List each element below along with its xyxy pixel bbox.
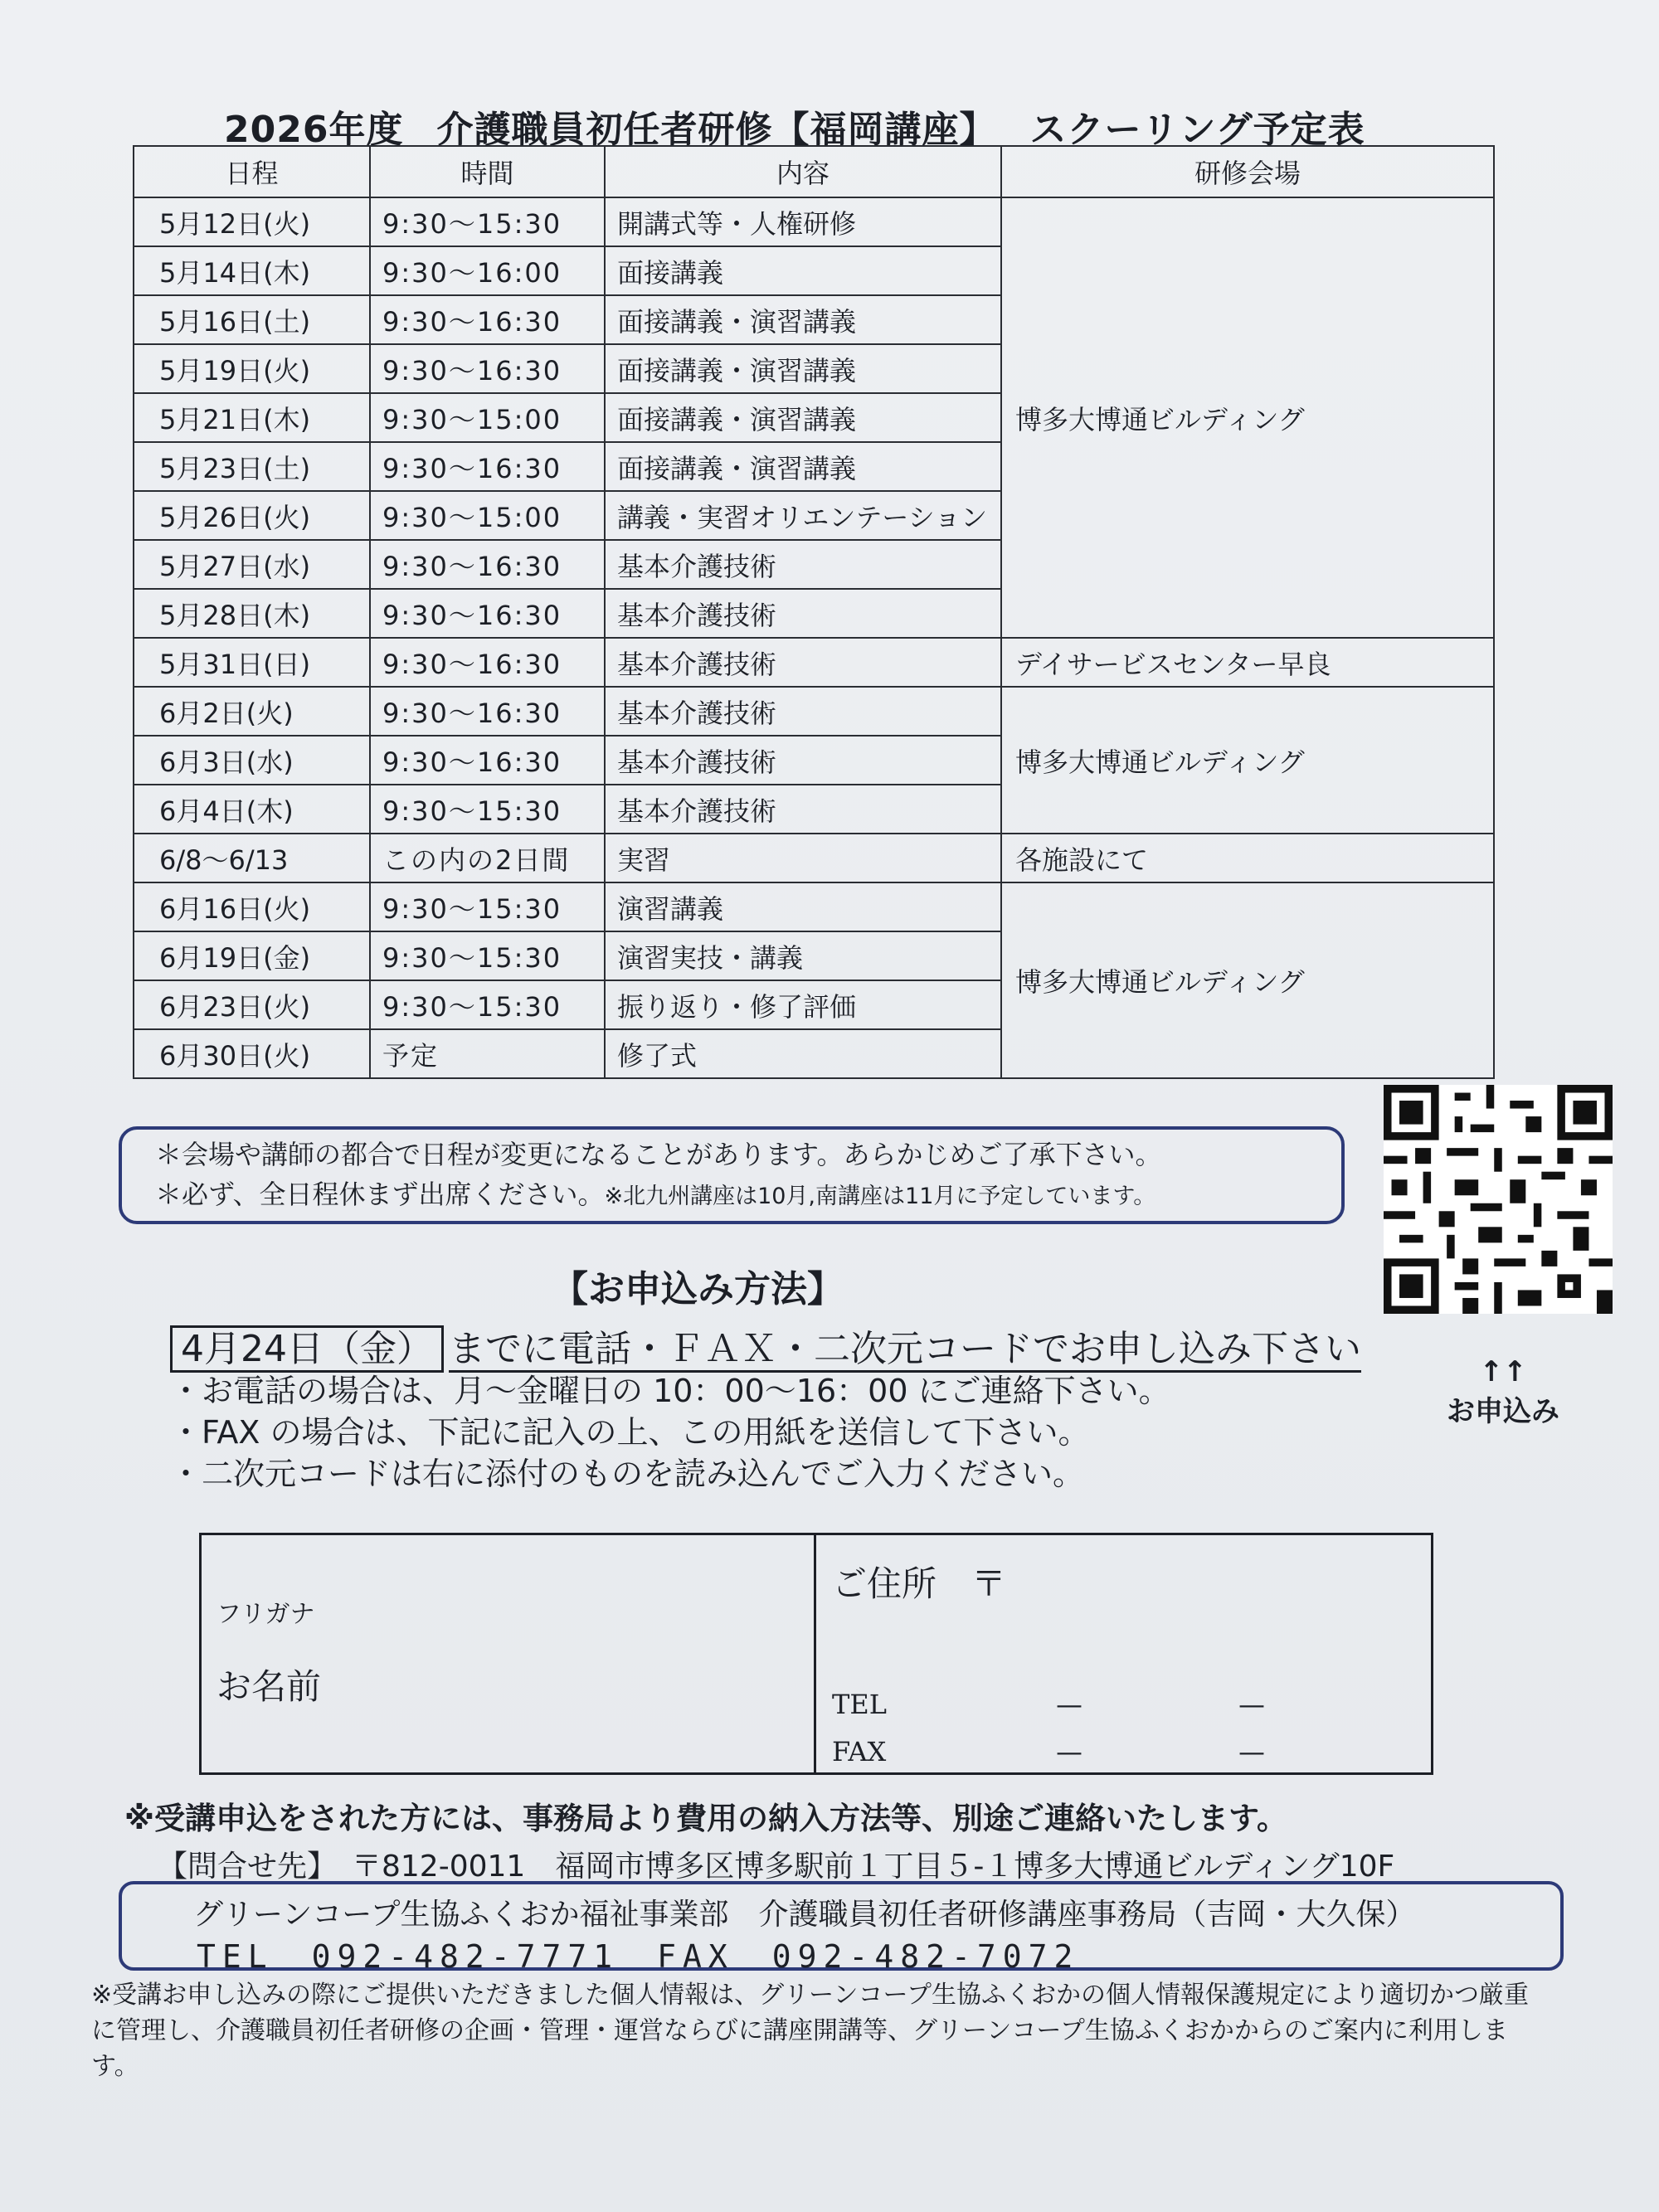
privacy-notice: ※受講お申し込みの際にご提供いただきました個人情報は、グリーンコープ生協ふくおかの個人情報保護規定により適切かつ厳重に管理し、介護職員初任者研修の企画・管理・運営ならびに講座開講等、グリーンコープ生協ふくおかからのご案内に利用します。: [91, 1981, 1530, 2081]
row-content: 開講式等・人権研修: [605, 197, 1001, 246]
header-venue: 研修会場: [1001, 146, 1494, 197]
table-row: [134, 638, 1494, 687]
row-time: 予定: [370, 1029, 605, 1078]
tel-dash: —: [1238, 1689, 1265, 1720]
tel-field[interactable]: TEL: [832, 1689, 887, 1720]
deadline-text: までに電話・ＦＡＸ・二次元コードでお申し込み下さい: [449, 1328, 1361, 1373]
qr-caption: お申込み: [1447, 1395, 1559, 1428]
row-content: 基本介護技術: [605, 736, 1001, 785]
row-content: 面接講義・演習講義: [605, 393, 1001, 442]
table-row: [134, 197, 1494, 246]
row-time: 9:30～16:00: [370, 246, 605, 295]
row-date: 6月23日(火): [134, 980, 370, 1029]
organization-box: [119, 1881, 1564, 1975]
note-line-2: [155, 1174, 1308, 1217]
row-time: 9:30～16:30: [370, 295, 605, 344]
row-content: 演習講義: [605, 882, 1001, 931]
row-time: 9:30～15:30: [370, 931, 605, 980]
row-date: 6月19日(金): [134, 931, 370, 980]
table-row: [134, 882, 1494, 931]
application-heading: 【お申込み方法】: [552, 1268, 844, 1310]
instruction-qr: ・二次元コードは右に添付のものを読み込んでご入力ください。: [170, 1456, 1085, 1492]
payment-notice: ※受講申込をされた方には、事務局より費用の納入方法等、別途ご連絡いたします。: [124, 1801, 1288, 1836]
row-time: 9:30～15:00: [370, 491, 605, 540]
title-year: 2026年度: [224, 109, 404, 151]
venue-cell: デイサービスセンター早良: [1001, 638, 1494, 687]
schedule-notes: [119, 1126, 1345, 1224]
deadline-line: [170, 1319, 1361, 1372]
title-course: 介護職員初任者研修【福岡講座】: [436, 109, 997, 151]
row-time: 9:30～16:30: [370, 540, 605, 589]
table-row: [134, 834, 1494, 882]
note-line-2-main: ＊必ず、全日程休まず出席ください。: [155, 1179, 605, 1210]
row-content: 実習: [605, 834, 1001, 882]
row-content: 振り返り・修了評価: [605, 980, 1001, 1029]
row-time: 9:30～16:30: [370, 442, 605, 491]
row-content: 基本介護技術: [605, 687, 1001, 736]
row-date: 6月3日(水): [134, 736, 370, 785]
row-content: 演習実技・講義: [605, 931, 1001, 980]
row-content: 基本介護技術: [605, 638, 1001, 687]
header-time: 時間: [370, 146, 605, 197]
row-time: この内の2日間: [370, 834, 605, 882]
row-date: 6月2日(火): [134, 687, 370, 736]
row-date: 5月27日(水): [134, 540, 370, 589]
row-date: 6月4日(木): [134, 785, 370, 834]
deadline-date: 4月24日（金）: [170, 1325, 444, 1373]
fax-field[interactable]: FAX: [832, 1736, 887, 1767]
row-content: 面接講義・演習講義: [605, 344, 1001, 393]
note-line-2-small: ※北九州講座は10月,南講座は11月に予定しています。: [604, 1184, 1156, 1209]
fax-dash: —: [1238, 1736, 1265, 1767]
tel-dash: —: [1056, 1689, 1082, 1720]
note-line-1: ＊会場や講師の都合で日程が変更になることがあります。あらかじめご了承下さい。: [155, 1139, 1162, 1170]
row-time: 9:30～15:30: [370, 197, 605, 246]
application-instructions: [170, 1370, 1170, 1495]
row-date: 5月23日(土): [134, 442, 370, 491]
table-row: [134, 687, 1494, 736]
row-date: 5月16日(土): [134, 295, 370, 344]
form-divider: [814, 1535, 816, 1772]
row-date: 5月14日(木): [134, 246, 370, 295]
application-form: [199, 1533, 1433, 1775]
contact-address: 【問合せ先】 〒812-0011 福岡市博多区博多駅前１丁目５-１博多大博通ビルディング10F: [158, 1850, 1395, 1884]
row-time: 9:30～15:30: [370, 980, 605, 1029]
row-content: 修了式: [605, 1029, 1001, 1078]
title-subtitle: スクーリング予定表: [1029, 109, 1365, 151]
qr-apply-label: [1428, 1352, 1578, 1432]
venue-cell: 各施設にて: [1001, 834, 1494, 882]
up-arrows-icon: ↑↑: [1479, 1355, 1527, 1388]
row-time: 9:30～16:30: [370, 736, 605, 785]
row-date: 5月26日(火): [134, 491, 370, 540]
name-field[interactable]: お名前: [216, 1666, 322, 1707]
row-content: 基本介護技術: [605, 540, 1001, 589]
row-time: 9:30～15:00: [370, 393, 605, 442]
row-date: 5月31日(日): [134, 638, 370, 687]
schedule-table: [133, 145, 1493, 1095]
venue-cell: 博多大博通ビルディング: [1001, 197, 1494, 638]
organization-name: グリーンコープ生協ふくおか福祉事業部 介護職員初任者研修講座事務局（吉岡・大久保）: [193, 1898, 1416, 1932]
row-date: 6/8～6/13: [134, 834, 370, 882]
row-content: 講義・実習オリエンテーション: [605, 491, 1001, 540]
row-time: 9:30～16:30: [370, 687, 605, 736]
address-field[interactable]: ご住所 〒: [832, 1563, 1007, 1604]
row-date: 5月28日(木): [134, 589, 370, 638]
row-content: 面接講義・演習講義: [605, 442, 1001, 491]
venue-cell: 博多大博通ビルディング: [1001, 687, 1494, 834]
row-time: 9:30～16:30: [370, 589, 605, 638]
row-date: 5月19日(火): [134, 344, 370, 393]
row-time: 9:30～16:30: [370, 344, 605, 393]
row-time: 9:30～15:30: [370, 785, 605, 834]
row-time: 9:30～15:30: [370, 882, 605, 931]
table-header-row: [134, 146, 1494, 197]
header-date: 日程: [134, 146, 370, 197]
row-date: 6月16日(火): [134, 882, 370, 931]
row-content: 基本介護技術: [605, 785, 1001, 834]
row-content: 面接講義: [605, 246, 1001, 295]
qr-code-icon[interactable]: [1384, 1085, 1613, 1314]
instruction-phone: ・お電話の場合は、月～金曜日の 10：00～16：00 にご連絡下さい。: [170, 1373, 1170, 1409]
row-time: 9:30～16:30: [370, 638, 605, 687]
header-content: 内容: [605, 146, 1001, 197]
row-content: 面接講義・演習講義: [605, 295, 1001, 344]
phone-fax-numbers: TEL 092-482-7771 FAX 092-482-7072: [197, 1938, 1080, 1975]
row-content: 基本介護技術: [605, 589, 1001, 638]
row-date: 5月12日(火): [134, 197, 370, 246]
row-date: 5月21日(木): [134, 393, 370, 442]
row-date: 6月30日(火): [134, 1029, 370, 1078]
furigana-field[interactable]: フリガナ: [216, 1600, 315, 1629]
fax-dash: —: [1056, 1736, 1082, 1767]
venue-cell: 博多大博通ビルディング: [1001, 882, 1494, 1078]
instruction-fax: ・FAX の場合は、下記に記入の上、この用紙を送信して下さい。: [170, 1414, 1090, 1451]
